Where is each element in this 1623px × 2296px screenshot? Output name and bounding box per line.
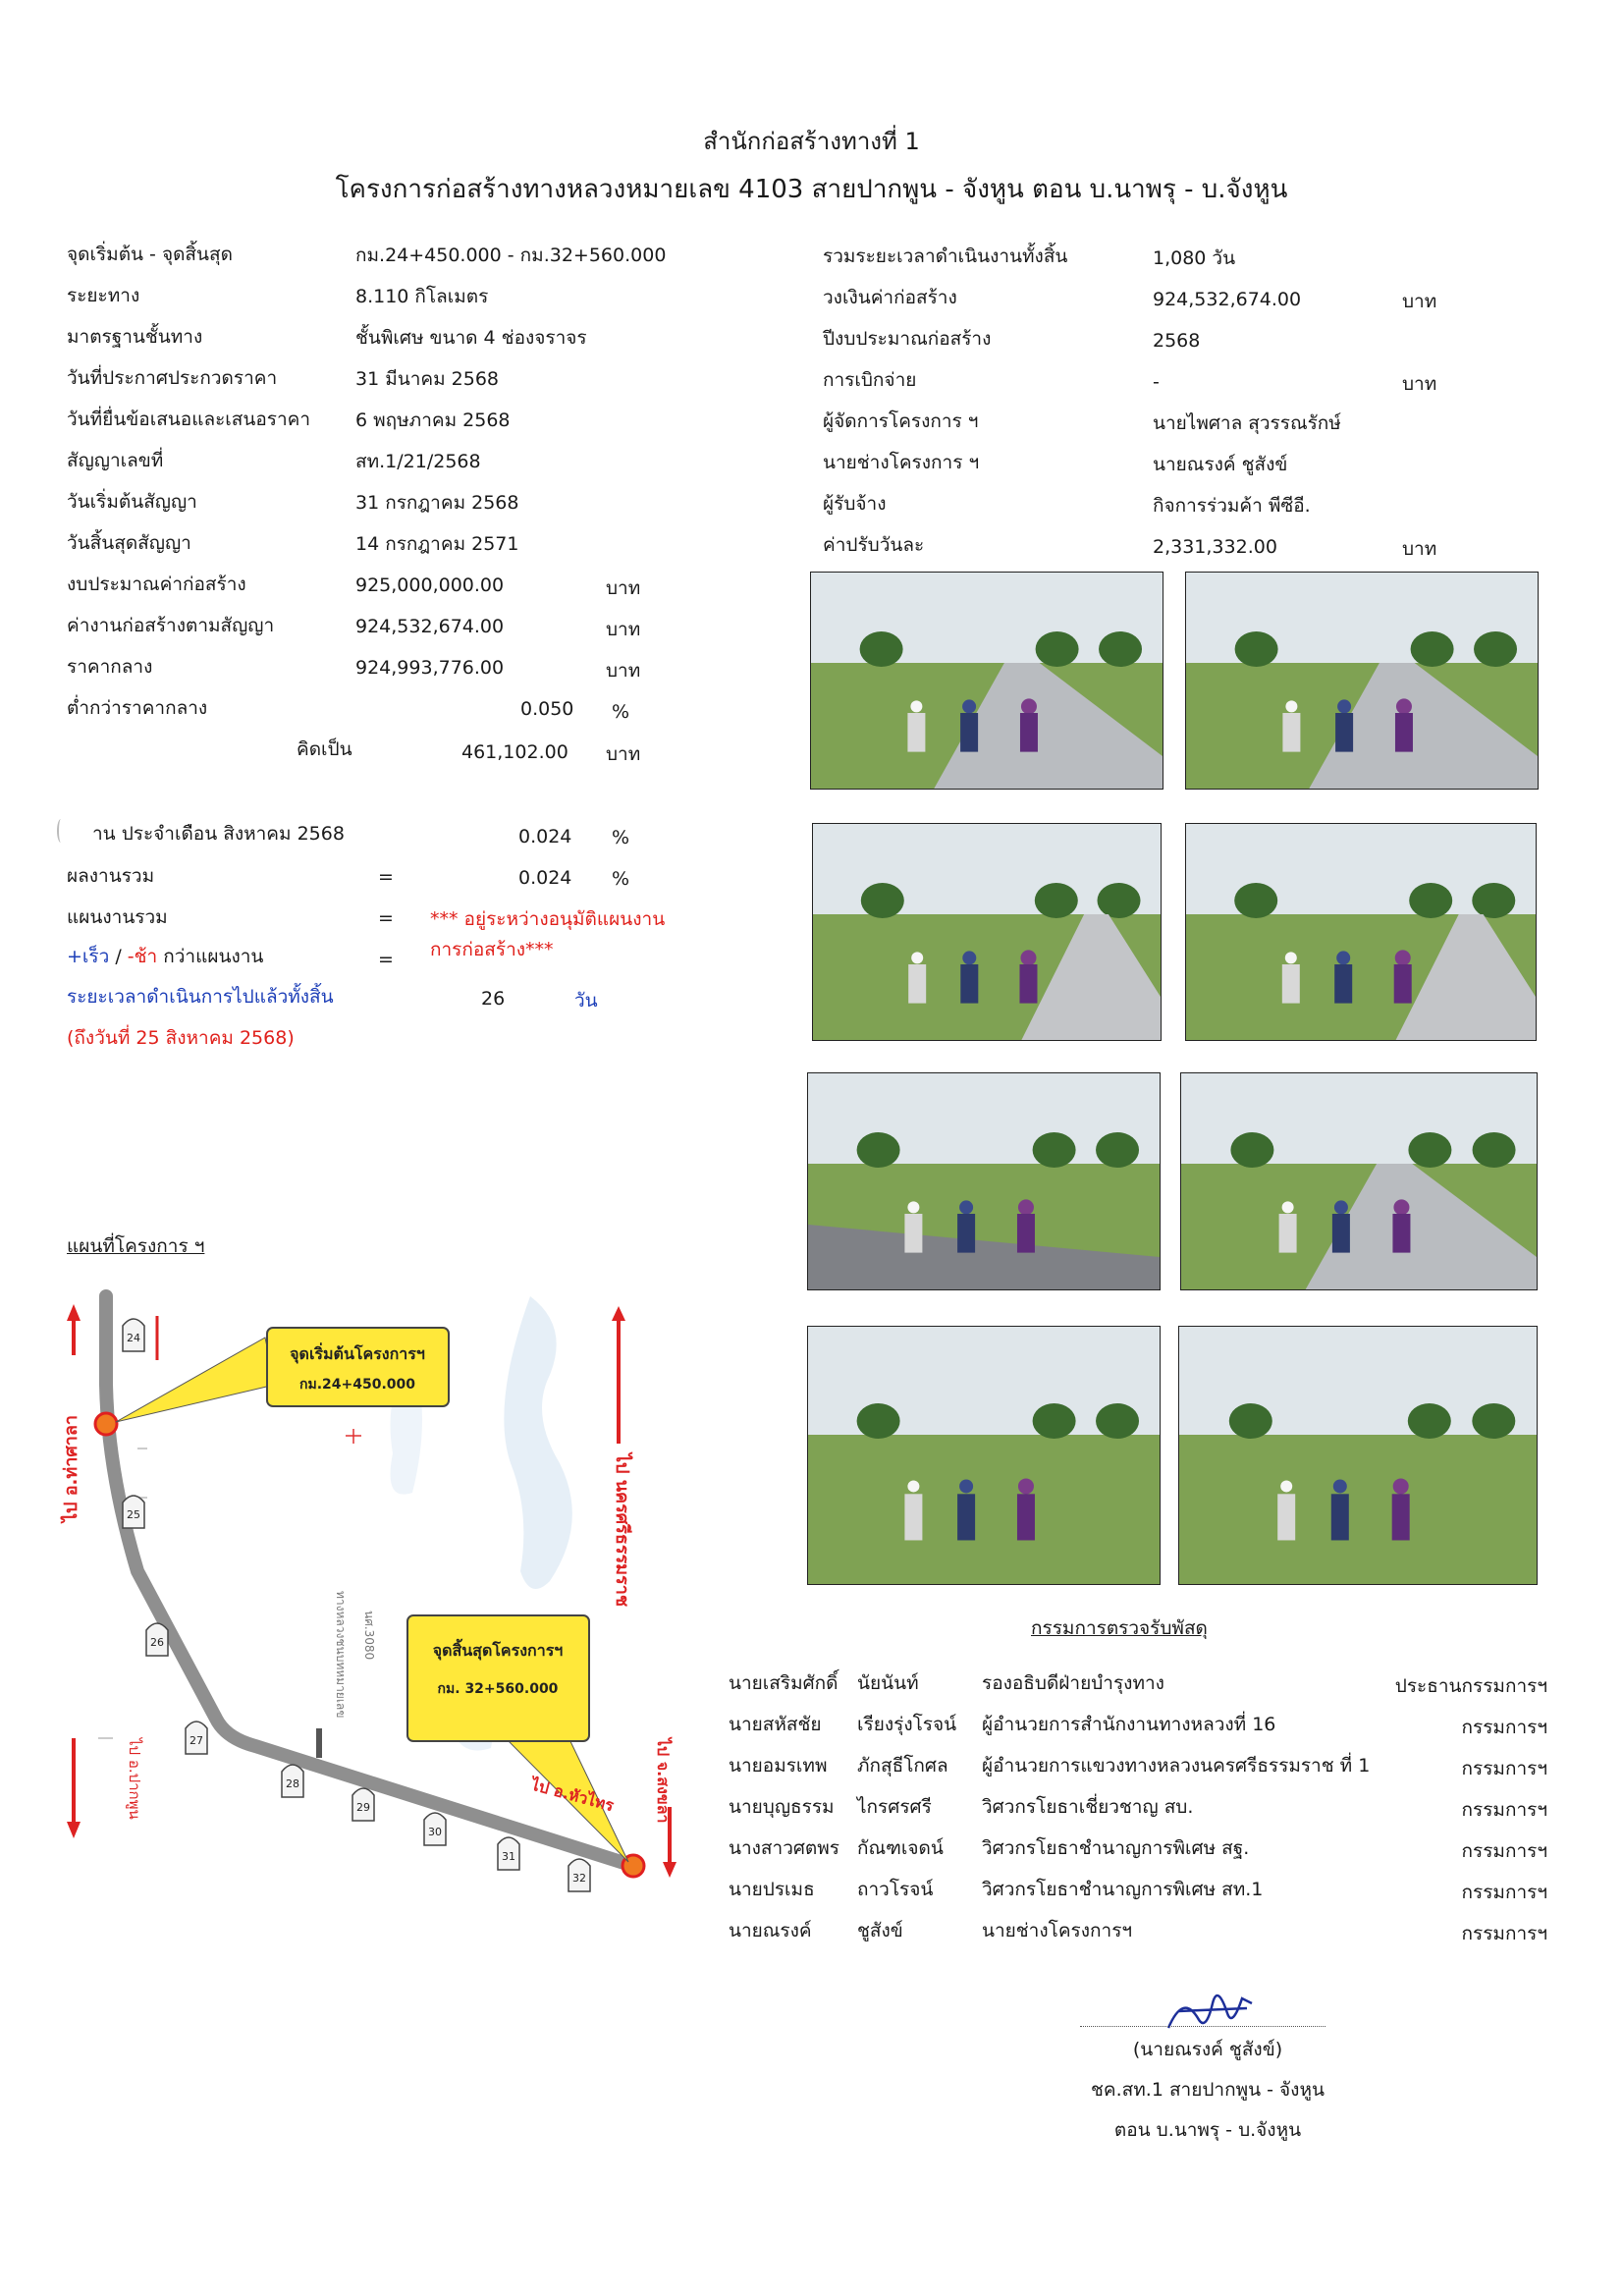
member-first-name: นางสาวศตพร — [729, 1837, 839, 1859]
site-photo — [1185, 572, 1539, 790]
info-value: 31 กรกฎาคม 2568 — [355, 492, 519, 514]
equivalent-label: คิดเป็น — [297, 738, 352, 760]
arrow-nakhon-head — [612, 1306, 625, 1321]
info-label: จุดเริ่มต้น - จุดสิ้นสุด — [67, 244, 233, 265]
speed-vs-plan — [67, 946, 263, 967]
project-map — [59, 1277, 707, 1905]
info-label: วันสิ้นสุดสัญญา — [67, 532, 191, 554]
elapsed-value: 26 — [481, 988, 506, 1010]
km-post-label: 26 — [150, 1636, 164, 1649]
member-position: นายช่างโครงการฯ — [982, 1920, 1133, 1941]
info-value: 1,080 วัน — [1153, 247, 1236, 269]
info-label: งบประมาณค่าก่อสร้าง — [67, 574, 246, 595]
km-post-label: 32 — [572, 1872, 586, 1885]
monthly-progress-label: าน ประจำเดือน สิงหาคม 2568 — [92, 823, 345, 845]
site-photo — [807, 1326, 1161, 1585]
km-post-label: 30 — [428, 1826, 442, 1838]
info-value: นายไพศาล สุวรรณรักษ์ — [1153, 412, 1341, 434]
start-callout-line2: กม.24+450.000 — [298, 1377, 416, 1393]
total-progress-value: 0.024 — [518, 867, 572, 889]
plan-note-line2: การก่อสร้าง*** — [430, 939, 554, 960]
info-value: ชั้นพิเศษ ขนาด 4 ช่องจราจร — [355, 327, 587, 349]
info-value: นายณรงค์ ชูสังข์ — [1153, 454, 1288, 475]
water-area — [504, 1296, 572, 1589]
photo-scene — [1181, 1073, 1537, 1289]
info-label: วันเริ่มต้นสัญญา — [67, 491, 197, 513]
info-label: ระยะทาง — [67, 285, 140, 306]
photo-scene — [808, 1327, 1160, 1584]
info-value: 924,532,674.00 — [355, 616, 505, 637]
info-label: วันที่ยื่นข้อเสนอและเสนอราคา — [67, 409, 311, 430]
photo-scene — [811, 573, 1163, 789]
member-first-name: นายณรงค์ — [729, 1920, 812, 1941]
info-label: ต่ำกว่าราคากลาง — [67, 697, 208, 719]
label-nakhon: ไป นครศรีธรรมราช — [612, 1453, 632, 1608]
scan-mark — [57, 819, 65, 843]
elapsed-unit: วัน — [574, 990, 598, 1011]
info-label: วงเงินค่าก่อสร้าง — [823, 287, 957, 308]
info-value: - — [1153, 371, 1160, 393]
speed-plus: +เร็ว — [67, 946, 110, 967]
km-post-label: 31 — [502, 1850, 515, 1863]
info-label: รวมระยะเวลาดำเนินงานทั้งสิ้น — [823, 246, 1068, 267]
member-first-name: นายเสริมศักดิ์ — [729, 1672, 839, 1694]
info-value: กิจการร่วมค้า พีซีอี. — [1153, 495, 1311, 517]
photo-scene — [1186, 824, 1536, 1040]
member-last-name: ไกรศรศรี — [857, 1796, 932, 1818]
member-role: กรรมการฯ — [1461, 1882, 1547, 1903]
info-value: 0.050 — [520, 698, 574, 720]
monthly-progress-unit: % — [612, 827, 630, 848]
member-position: ผู้อำนวยการแขวงทางหลวงนครศรีธรรมราช ที่ 1 — [982, 1755, 1371, 1777]
photo-scene — [813, 824, 1161, 1040]
member-first-name: นายบุญธรรม — [729, 1796, 835, 1818]
info-label: ปีงบประมาณก่อสร้าง — [823, 328, 992, 350]
site-photo — [810, 572, 1163, 790]
member-role: กรรมการฯ — [1461, 1923, 1547, 1944]
member-role: ประธานกรรมการฯ — [1394, 1675, 1547, 1697]
signature-dotted-line — [1080, 2026, 1325, 2027]
info-unit: บาท — [606, 619, 641, 640]
info-unit: บาท — [1402, 373, 1437, 395]
site-photo — [1178, 1326, 1538, 1585]
info-label: วันที่ประกาศประกวดราคา — [67, 367, 278, 389]
info-value: 924,532,674.00 — [1153, 289, 1302, 310]
info-label: ราคากลาง — [67, 656, 153, 678]
info-value: 924,993,776.00 — [355, 657, 505, 679]
label-rural-road-1: ทางหลวงชนบทหมายเลข — [334, 1591, 348, 1719]
member-last-name: กัณฑเจดน์ — [857, 1837, 944, 1859]
member-role: กรรมการฯ — [1461, 1717, 1547, 1738]
plan-note-line1: *** อยู่ระหว่างอนุมัติแผนงาน — [430, 908, 666, 930]
speed-eq: = — [378, 949, 394, 970]
info-unit: % — [612, 701, 630, 723]
member-last-name: ภักสุธีโกศล — [857, 1755, 948, 1777]
info-label: มาตรฐานชั้นทาง — [67, 326, 203, 348]
info-unit: บาท — [1402, 538, 1437, 560]
member-position: ผู้อำนวยการสำนักงานทางหลวงที่ 16 — [982, 1714, 1276, 1735]
member-first-name: นายอมรเทพ — [729, 1755, 828, 1777]
signature-stroke — [1168, 1995, 1252, 2028]
start-callout-box — [267, 1328, 449, 1406]
info-label: ค่างานก่อสร้างตามสัญญา — [67, 615, 275, 636]
map-title: แผนที่โครงการ ฯ — [67, 1235, 205, 1257]
photo-scene — [1186, 573, 1538, 789]
member-position: รองอธิบดีฝ่ายบำรุงทาง — [982, 1672, 1164, 1694]
member-role: กรรมการฯ — [1461, 1758, 1547, 1779]
signature-line3: ตอน บ.นาพรุ - บ.จังหูน — [1113, 2119, 1302, 2141]
signature-name: (นายณรงค์ ชูสังข์) — [1132, 2039, 1283, 2060]
speed-minus: -ช้า — [127, 946, 158, 967]
member-first-name: นายสหัสชัย — [729, 1714, 822, 1735]
plan-label: แผนงานรวม — [67, 906, 168, 928]
member-first-name: นายปรเมธ — [729, 1879, 815, 1900]
km-post-label: 28 — [286, 1777, 299, 1790]
member-last-name: นัยนันท์ — [857, 1672, 919, 1694]
info-value: 925,000,000.00 — [355, 574, 505, 596]
info-label: สัญญาเลขที่ — [67, 450, 164, 471]
info-label: การเบิกจ่าย — [823, 369, 917, 391]
total-progress-label: ผลงานรวม — [67, 865, 155, 887]
km-post-label: 27 — [189, 1734, 203, 1747]
label-songkhla: ไป จ.สงขลา — [654, 1738, 673, 1824]
project-title: โครงการก่อสร้างทางหลวงหมายเลข 4103 สายปากพูน - จังหูน ตอน บ.นาพรุ - บ.จังหูน — [335, 175, 1288, 204]
info-unit: บาท — [1402, 291, 1437, 312]
info-value: 14 กรกฎาคม 2571 — [355, 533, 519, 555]
info-label: ผู้จัดการโครงการ ฯ — [823, 410, 979, 432]
arrow-pak-phun-head — [67, 1822, 81, 1838]
km-post-label: 25 — [127, 1508, 140, 1521]
total-progress-unit: % — [612, 868, 630, 890]
label-rural-road-2: นศ.3080 — [362, 1611, 376, 1661]
member-last-name: ถาวโรจน์ — [857, 1879, 934, 1900]
speed-rest: กว่าแผนงาน — [157, 946, 264, 967]
km-post-label: 29 — [356, 1801, 370, 1814]
equivalent-value: 461,102.00 — [461, 741, 568, 763]
office-title: สำนักก่อสร้างทางที่ 1 — [703, 128, 920, 155]
info-unit: บาท — [606, 660, 641, 682]
signature-line2: ชค.สท.1 สายปากพูน - จังหูน — [1091, 2079, 1325, 2101]
elapsed-label: ระยะเวลาดำเนินการไปแล้วทั้งสิ้น — [67, 986, 334, 1008]
member-last-name: ชูสังข์ — [857, 1920, 903, 1941]
label-hua-sai: ไป อ.หัวไทร — [528, 1775, 617, 1816]
end-callout-line2: กม. 32+560.000 — [437, 1681, 559, 1697]
info-label: ผู้รับจ้าง — [823, 493, 887, 515]
info-value: 2568 — [1153, 330, 1201, 352]
site-photo — [1180, 1072, 1538, 1290]
end-callout-box — [407, 1615, 589, 1741]
info-value: 6 พฤษภาคม 2568 — [355, 410, 511, 431]
info-label: นายช่างโครงการ ฯ — [823, 452, 980, 473]
info-unit: บาท — [606, 577, 641, 599]
member-last-name: เรียงรุ่งโรจน์ — [857, 1714, 957, 1735]
info-value: กม.24+450.000 - กม.32+560.000 — [355, 245, 667, 266]
site-photo — [807, 1072, 1161, 1290]
info-value: สท.1/21/2568 — [355, 451, 481, 472]
speed-slash: / — [109, 946, 128, 967]
label-tha-sala: ไป อ.ท่าศาลา — [61, 1414, 81, 1522]
start-point — [95, 1413, 117, 1435]
monthly-progress-value: 0.024 — [518, 826, 572, 847]
photo-scene — [1179, 1327, 1537, 1584]
label-pak-phun: ไป อ.ปากพูน — [126, 1738, 143, 1820]
arrow-tha-sala-head — [67, 1304, 81, 1321]
committee-title: กรรมการตรวจรับพัสดุ — [1031, 1617, 1208, 1639]
end-callout-line1: จุดสิ้นสุดโครงการฯ — [432, 1641, 564, 1660]
site-photo — [812, 823, 1162, 1041]
signature-image — [1159, 1974, 1267, 2043]
info-value: 2,331,332.00 — [1153, 536, 1277, 558]
info-value: 8.110 กิโลเมตร — [355, 286, 489, 307]
member-role: กรรมการฯ — [1461, 1840, 1547, 1862]
plan-eq: = — [378, 907, 394, 929]
member-position: วิศวกรโยธาชำนาญการพิเศษ สฐ. — [982, 1837, 1250, 1859]
km-post-label: 24 — [127, 1332, 140, 1344]
as-of-date: (ถึงวันที่ 25 สิงหาคม 2568) — [67, 1027, 295, 1049]
member-position: วิศวกรโยธาชำนาญการพิเศษ สท.1 — [982, 1879, 1264, 1900]
photo-scene — [808, 1073, 1160, 1289]
arrow-songkhla-head — [663, 1862, 676, 1878]
member-position: วิศวกรโยธาเชี่ยวชาญ สบ. — [982, 1796, 1194, 1818]
total-progress-eq: = — [378, 866, 394, 888]
equivalent-unit: บาท — [606, 743, 641, 765]
info-value: 31 มีนาคม 2568 — [355, 368, 500, 390]
start-callout-line1: จุดเริ่มต้นโครงการฯ — [290, 1344, 425, 1363]
member-role: กรรมการฯ — [1461, 1799, 1547, 1821]
site-photo — [1185, 823, 1537, 1041]
info-label: ค่าปรับวันละ — [823, 534, 925, 556]
